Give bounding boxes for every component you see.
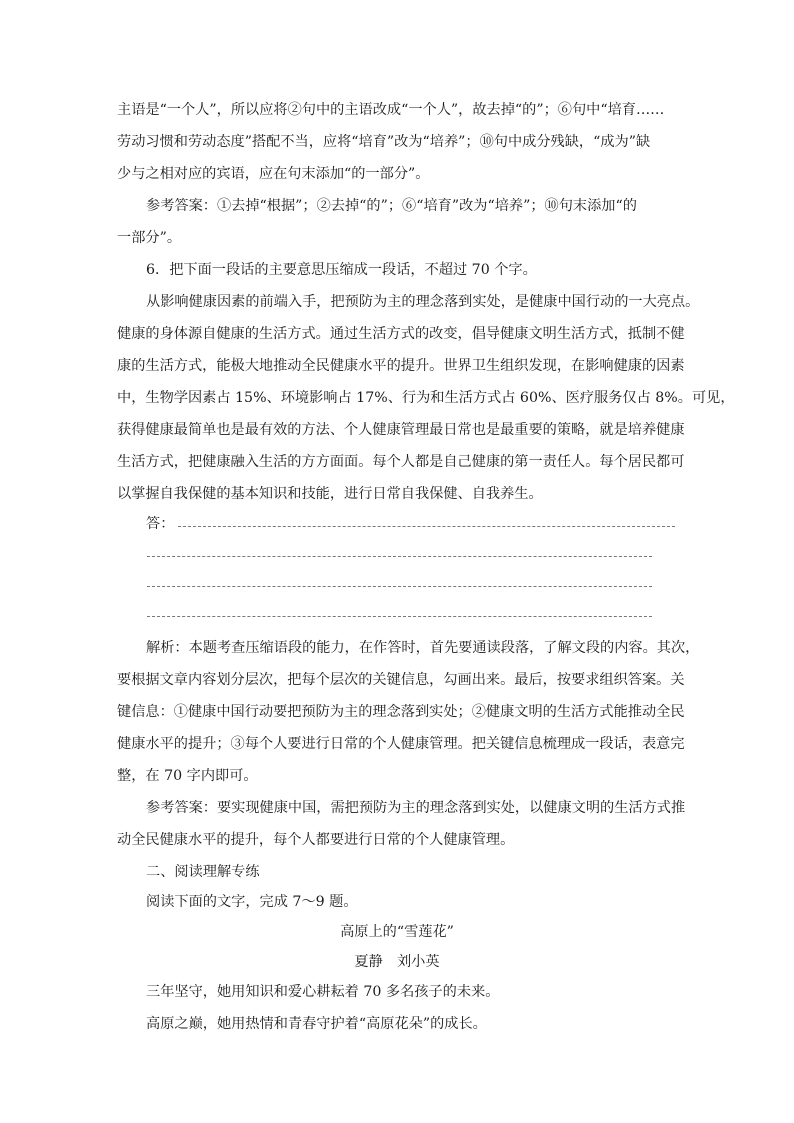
q6-analysis-line-4: 健康水平的提升；③每个人要进行日常的个人健康管理。把关键信息梳理成一段话，表意完 [117, 736, 685, 752]
reading-instruction: 阅读下面的文字，完成 7～9 题。 [146, 894, 358, 910]
section-title: 二、阅读理解专练 [146, 864, 260, 880]
q6-analysis-line-3: 键信息：①健康中国行动要把预防为主的理念落到实处；②健康文明的生活方式能推动全民 [117, 704, 685, 720]
q6-analysis-line-1: 解析：本题考查压缩语段的能力，在作答时，首先要通读段落，了解文段的内容。其次， [146, 640, 700, 656]
question-6-prompt: 6．把下面一段话的主要意思压缩成一段话，不超过 70 个字。 [146, 262, 537, 278]
q6-answer-line-2: 动全民健康水平的提升，每个人都要进行日常的个人健康管理。 [117, 832, 515, 848]
q6-passage-line-3: 康的生活方式，能极大地推动全民健康水平的提升。世界卫生组织发现，在影响健康的因素 [117, 358, 685, 374]
q6-passage-line-5: 获得健康最简单也是最有效的方法、个人健康管理最日常也是最重要的策略，就是培养健康 [117, 422, 685, 438]
answer-label: 答： [146, 516, 175, 532]
q6-passage-line-4: 中，生物学因素占 15%、环境影响占 17%、行为和生活方式占 60%、医疗服务仅占 8%。可见， [117, 390, 735, 406]
prev-analysis-line-3: 少与之相对应的宾语，应在句末添加“的一部分”。 [117, 166, 430, 182]
q6-analysis-line-5: 整，在 70 字内即可。 [117, 768, 258, 784]
article-line-1: 三年坚守，她用知识和爱心耕耘着 70 多名孩子的未来。 [146, 984, 500, 1000]
prev-answer-line-2: 一部分”。 [117, 230, 182, 246]
q6-passage-line-6: 生活方式，把健康融入生活的方方面面。每个人都是自己健康的第一责任人。每个居民都可 [117, 454, 685, 470]
article-title: 高原上的“雪莲花” [340, 924, 454, 940]
answer-blank-line-3[interactable] [147, 586, 652, 587]
q6-passage-line-7: 以掌握自我保健的基本知识和技能，进行日常自我保健、自我养生。 [117, 486, 543, 502]
prev-analysis-line-1: 主语是“一个人”，所以应将②句中的主语改成“一个人”，故去掉“的”；⑥句中“培育…… [117, 102, 665, 118]
article-line-2: 高原之巅，她用热情和青春守护着“高原花朵”的成长。 [146, 1016, 487, 1032]
answer-blank-line-4[interactable] [147, 616, 652, 617]
article-authors: 夏静 刘小英 [354, 954, 440, 970]
prev-analysis-line-2: 劳动习惯和劳动态度”搭配不当，应将“培育”改为“培养”；⑩句中成分残缺，“成为”缺 [117, 134, 651, 150]
q6-answer-line-1: 参考答案：要实现健康中国，需把预防为主的理念落到实处，以健康文明的生活方式推 [146, 800, 686, 816]
prev-answer-line-1: 参考答案：①去掉“根据”；②去掉“的”；⑥“培育”改为“培养”；⑩句末添加“的 [146, 198, 637, 214]
answer-blank-line-2[interactable] [147, 556, 652, 557]
q6-analysis-line-2: 要根据文章内容划分层次，把每个层次的关键信息，勾画出来。最后，按要求组织答案。关 [117, 672, 685, 688]
q6-passage-line-2: 健康的身体源自健康的生活方式。通过生活方式的改变，倡导健康文明生活方式，抵制不健 [117, 326, 685, 342]
q6-passage-line-1: 从影响健康因素的前端入手，把预防为主的理念落到实处，是健康中国行动的一大亮点。 [146, 294, 700, 310]
answer-blank-line-1[interactable] [178, 526, 675, 527]
